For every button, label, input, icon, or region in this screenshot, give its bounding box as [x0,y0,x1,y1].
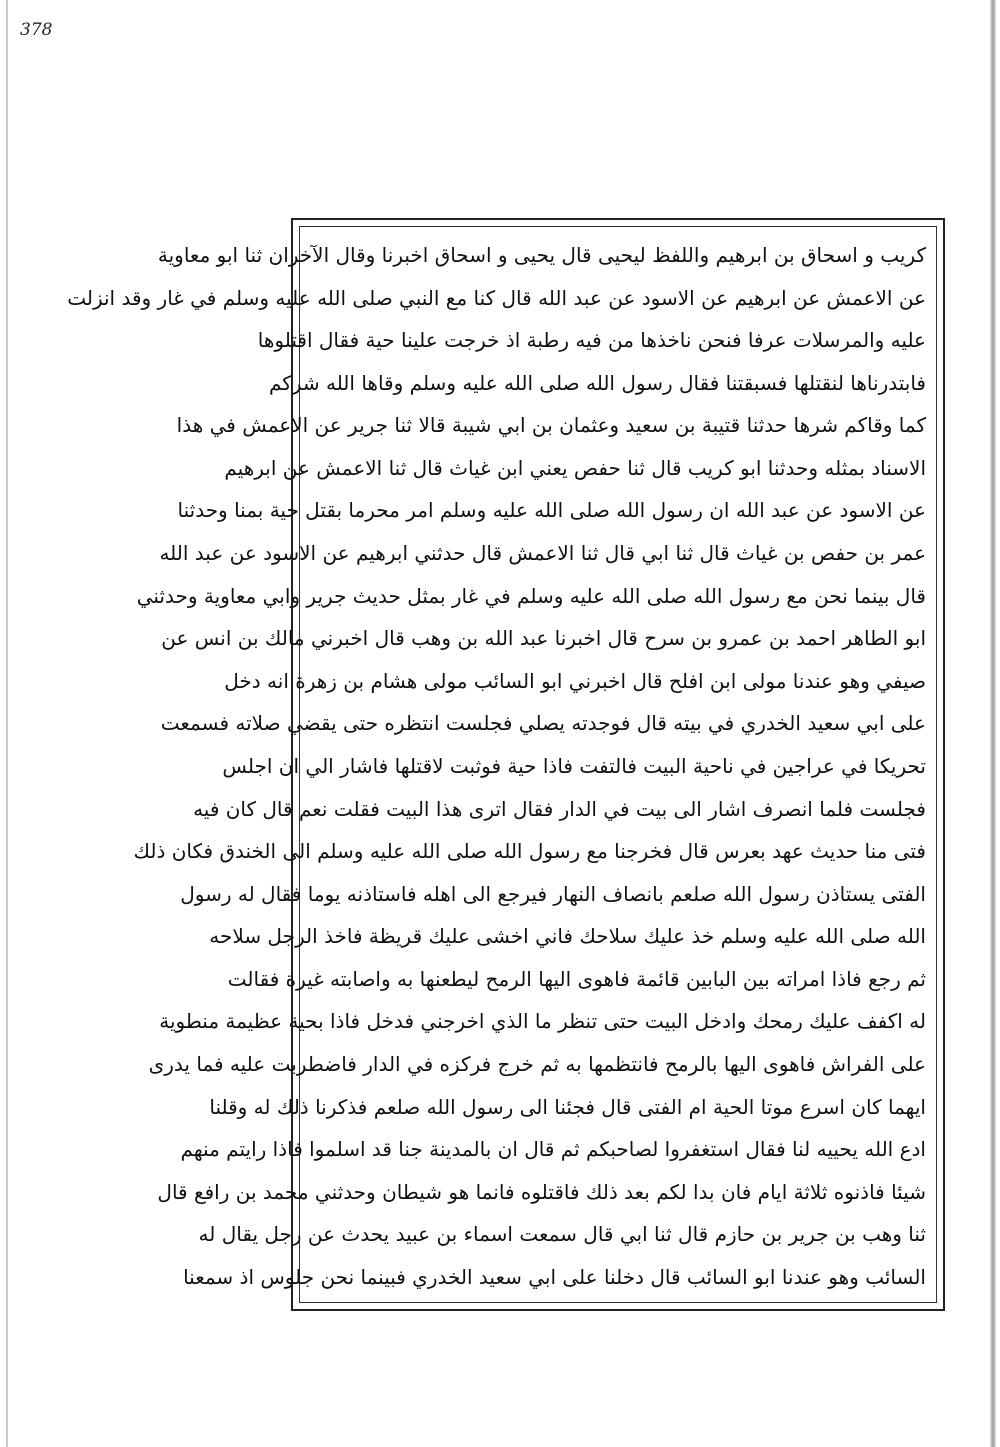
text-line: كريب و اسحاق بن ابرهيم واللفظ ليحيى قال يحيى و اسحاق اخبرنا وقال الآخران ثنا ابو معاوية [157,243,926,267]
page-number: 378 [20,20,53,40]
text-line: قال بينما نحن مع رسول الله صلى الله عليه وسلم في غار بمثل حديث جرير وابي معاوية وحدثني [136,583,926,608]
text-line: على ابي سعيد الخدري في بيته قال فوجدته يصلي فجلست انتظره حتى يقضي صلاته فسمعت [160,711,926,736]
text-line: الاسناد بمثله وحدثنا ابو كريب قال ثنا حفص يعني ابن غياث قال ثنا الاعمش عن ابرهيم [224,455,926,480]
text-line: شيئا فاذنوه ثلاثة ايام فان بدا لكم بعد ذلك فاقتلوه فانما هو شيطان وحدثني محمد بن رافع قال [157,1179,926,1204]
text-line: ثنا وهب بن جرير بن حازم قال ثنا ابي قال سمعت اسماء بن عبيد يحدث عن رجل يقال له [198,1222,926,1247]
text-line: السائب وهو عندنا ابو السائب قال دخلنا على ابي سعيد الخدري فبينما نحن جلوس اذ سمعنا [183,1264,926,1289]
text-line: عليه والمرسلات عرفا فنحن ناخذها من فيه رطبة اذ خرجت علينا حية فقال اقتلوها [257,328,926,353]
text-line: ثم رجع فاذا امراته بين البابين قائمة فاهوى اليها الرمح ليطعنها به واصابته غيرة فقالت [227,966,926,991]
manuscript-text-block [67,238,926,1294]
text-line: صيفي وهو عندنا مولى ابن افلح قال اخبرني ابو السائب مولى هشام بن زهرة انه دخل [224,668,926,693]
page-edge-left [6,0,8,1447]
text-line: ادع الله يحييه لنا فقال استغفروا لصاحبكم ثم قال ان بالمدينة جنا قد اسلموا فاذا رايتم منهم [180,1137,926,1162]
text-line: فتى منا حديث عهد بعرس قال فخرجنا مع رسول الله صلى الله عليه وسلم الى الخندق فكان ذلك [133,839,926,864]
text-line: تحريكا في عراجين في ناحية البيت فالتفت فاذا حية فوثبت لاقتلها فاشار الي ان اجلس [222,753,926,778]
text-line: فابتدرناها لنقتلها فسبقتنا فقال رسول الله صلى الله عليه وسلم وقاها الله شركم [268,370,926,395]
text-line: له اكفف عليك رمحك وادخل البيت حتى تنظر ما الذي اخرجني فدخل فاذا بحية عظيمة منطوية [159,1009,926,1034]
text-line: الله صلى الله عليه وسلم خذ عليك سلاحك فاني اخشى عليك قريظة فاخذ الرجل سلاحه [209,924,926,949]
text-line: عمر بن حفص بن غياث قال ثنا ابي قال ثنا الاعمش قال حدثني ابرهيم عن الاسود عن عبد الله [159,541,926,566]
text-line: على الفراش فاهوى اليها بالرمح فانتظمها به ثم خرج فركزه في الدار فاضطربت عليه فما يدرى [148,1051,926,1076]
text-line: فجلست فلما انصرف اشار الى بيت في الدار فقال اترى هذا البيت فقلت نعم قال كان فيه [193,796,926,821]
text-line: ابو الطاهر احمد بن عمرو بن سرح قال اخبرنا عبد الله بن وهب قال اخبرني مالك بن انس عن [161,626,926,651]
text-line: عن الاسود عن عبد الله ان رسول الله صلى الله عليه وسلم امر محرما بقتل حية بمنا وحدثنا [177,498,926,523]
text-line: عن الاعمش عن ابرهيم عن الاسود عن عبد الله قال كنا مع النبي صلى الله عليه وسلم في غار وقد انزلت [67,285,926,310]
text-line: ايهما كان اسرع موتا الحية ام الفتى قال فجئنا الى رسول الله صلعم فذكرنا ذلك له وقلنا [209,1094,926,1119]
text-line: كما وقاكم شرها حدثنا قتيبة بن سعيد وعثمان بن ابي شيبة قالا ثنا جرير عن الاعمش في هذا [176,413,926,438]
text-line: الفتى يستاذن رسول الله صلعم بانصاف النهار فيرجع الى اهله فاستاذنه يوما فقال له رسول [180,881,926,906]
page-edge-right [990,0,996,1447]
